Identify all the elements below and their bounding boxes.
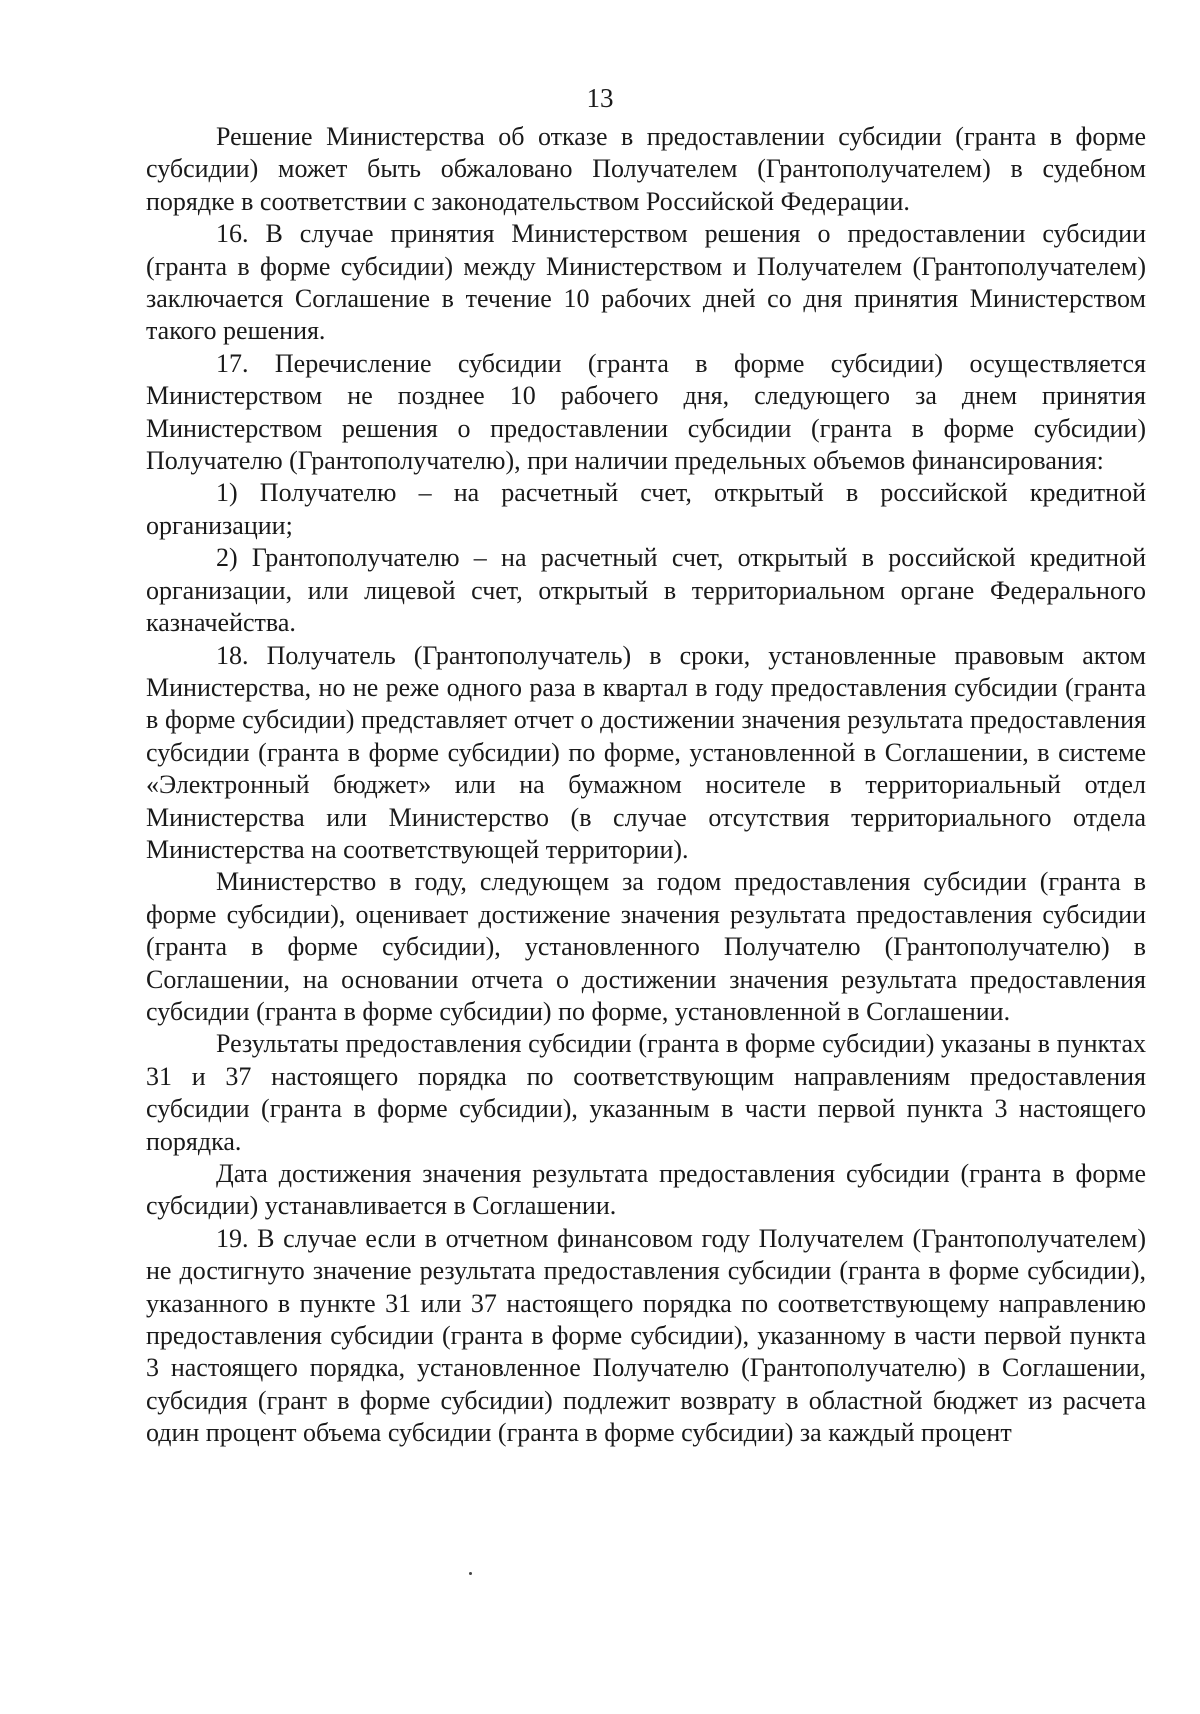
page-number: 13: [586, 83, 614, 113]
paragraph-16: 16. В случае принятия Министерством решения о предоставлении субсидии (гранта в форме субсидии) между Министерством и Получателем (Грантополучателем) заключается Соглашение в течение 10 рабочих дней со дня принятия Министерством такого решения.: [146, 219, 1146, 346]
paragraph-19: 19. В случае если в отчетном финансовом году Получателем (Грантополучателем) не достигнуто значение результата предоставления субсидии (гранта в форме субсидии), указанного в пункте 31 или 37 настоящего порядка по соответствующему направлению предоставления субсидии (гранта в форме субсидии), указанному в части первой пункта 3 настоящего порядка, установленное Получателю (Грантополучателю) в Соглашении, субсидия (грант в форме субсидии) подлежит возврату в областной бюджет из расчета один процент объема субсидии (гранта в форме субсидии) за каждый процент: [146, 1223, 1146, 1448]
paragraph-17-item-1: 1) Получателю – на расчетный счет, открытый в российской кредитной организации;: [146, 478, 1146, 540]
paragraph-17-item-2: 2) Грантополучателю – на расчетный счет, открытый в российской кредитной организации, или лицевой счет, открытый в территориальном органе Федерального казначейства.: [146, 543, 1146, 638]
paragraph-refusal-appeal: Решение Министерства об отказе в предоставлении субсидии (гранта в форме субсидии) может быть обжаловано Получателем (Грантополучателем) в судебном порядке в соответствии с законодательством Российской Федерации.: [146, 122, 1146, 216]
paragraph-18-results: Результаты предоставления субсидии (гранта в форме субсидии) указаны в пунктах 31 и 37 настоящего порядка по соответствующим направлениям предоставления субсидии (гранта в форме субсидии), указанным в части первой пункта 3 настоящего порядка.: [146, 1029, 1146, 1156]
paragraph-18-date: Дата достижения значения результата предоставления субсидии (гранта в форме субсидии) устанавливается в Соглашении.: [146, 1159, 1146, 1221]
paragraph-17: 17. Перечисление субсидии (гранта в форме субсидии) осуществляется Министерством не позднее 10 рабочего дня, следующего за днем принятия Министерством решения о предоставлении субсидии (гранта в форме субсидии) Получателю (Грантополучателю), при наличии предельных объемов финансирования:: [146, 348, 1146, 476]
scan-speck: [469, 1572, 472, 1575]
paragraph-18-evaluation: Министерство в году, следующем за годом предоставления субсидии (гранта в форме субсидии), оценивает достижение значения результата предоставления субсидии (гранта в форме субсидии), установленного Получателю (Грантополучателю) в Соглашении, на основании отчета о достижении значения результата предоставления субсидии (гранта в форме субсидии) по форме, установленной в Соглашении.: [146, 867, 1146, 1026]
document-body: [146, 121, 1146, 1450]
paragraph-18: 18. Получатель (Грантополучатель) в сроки, установленные правовым актом Министерства, но не реже одного раза в квартал в году предоставления субсидии (гранта в форме субсидии) представляет отчет о достижении значения результата предоставления субсидии (гранта в форме субсидии) по форме, установленной в Соглашении, в системе «Электронный бюджет» или на бумажном носителе в территориальный отдел Министерства или Министерство (в случае отсутствия территориального отдела Министерства на соответствующей территории).: [146, 640, 1146, 864]
